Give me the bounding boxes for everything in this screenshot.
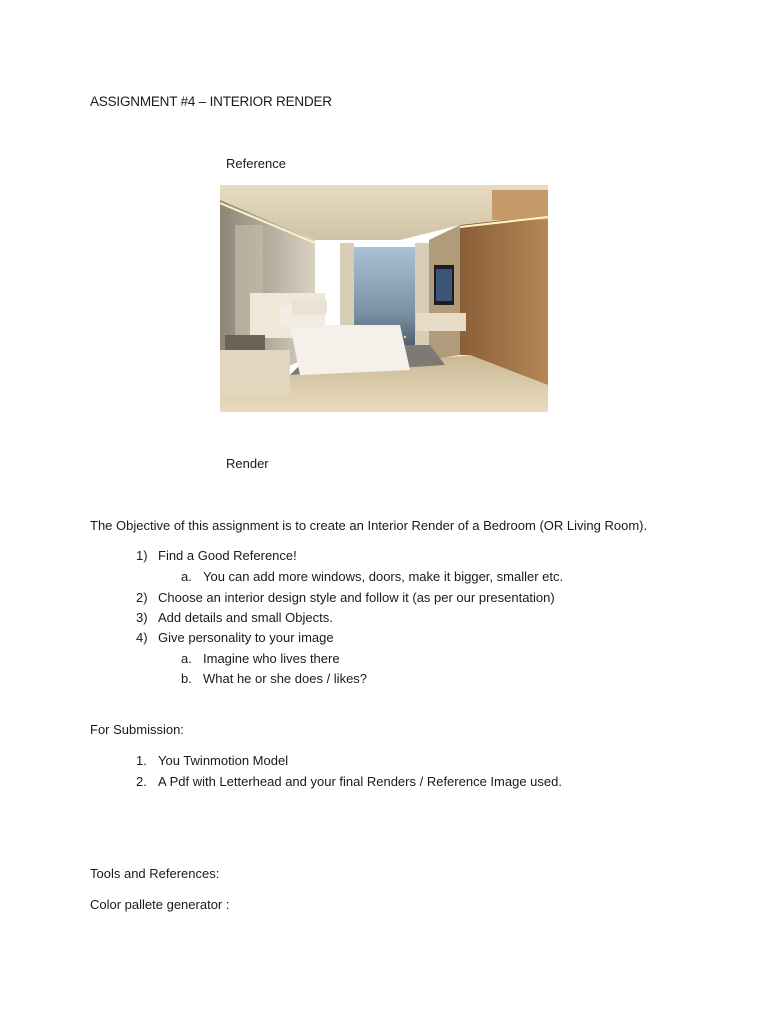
- list-item: You can add more windows, doors, make it bigger, smaller etc.: [203, 569, 564, 584]
- bedroom-photo-icon: [220, 185, 548, 412]
- list-item-number: 2.: [136, 774, 147, 789]
- palette-label: Color pallete generator :: [90, 897, 230, 912]
- list-item: A Pdf with Letterhead and your final Renders / Reference Image used.: [158, 774, 562, 789]
- list-item: Imagine who lives there: [203, 651, 340, 666]
- list-item-number: 1): [136, 548, 148, 563]
- reference-label: Reference: [226, 156, 286, 171]
- list-item: Add details and small Objects.: [158, 610, 333, 625]
- list-item-number: 4): [136, 630, 148, 645]
- reference-image: [220, 185, 548, 412]
- list-item-number: a.: [181, 651, 192, 666]
- list-item-number: 1.: [136, 753, 147, 768]
- render-label: Render: [226, 456, 269, 471]
- objective-text: The Objective of this assignment is to create an Interior Render of a Bedroom (OR Living Room).: [90, 518, 648, 533]
- submission-heading: For Submission:: [90, 722, 184, 737]
- document-title: ASSIGNMENT #4 – INTERIOR RENDER: [90, 94, 332, 109]
- list-item-number: 2): [136, 590, 148, 605]
- list-item: Choose an interior design style and follow it (as per our presentation): [158, 590, 555, 605]
- list-item: You Twinmotion Model: [158, 753, 289, 768]
- list-item: Find a Good Reference!: [158, 548, 297, 563]
- list-item-number: a.: [181, 569, 192, 584]
- list-item: Give personality to your image: [158, 630, 334, 645]
- list-item-number: 3): [136, 610, 148, 625]
- list-item: What he or she does / likes?: [203, 671, 368, 686]
- tools-heading: Tools and References:: [90, 866, 220, 881]
- list-item-number: b.: [181, 671, 192, 686]
